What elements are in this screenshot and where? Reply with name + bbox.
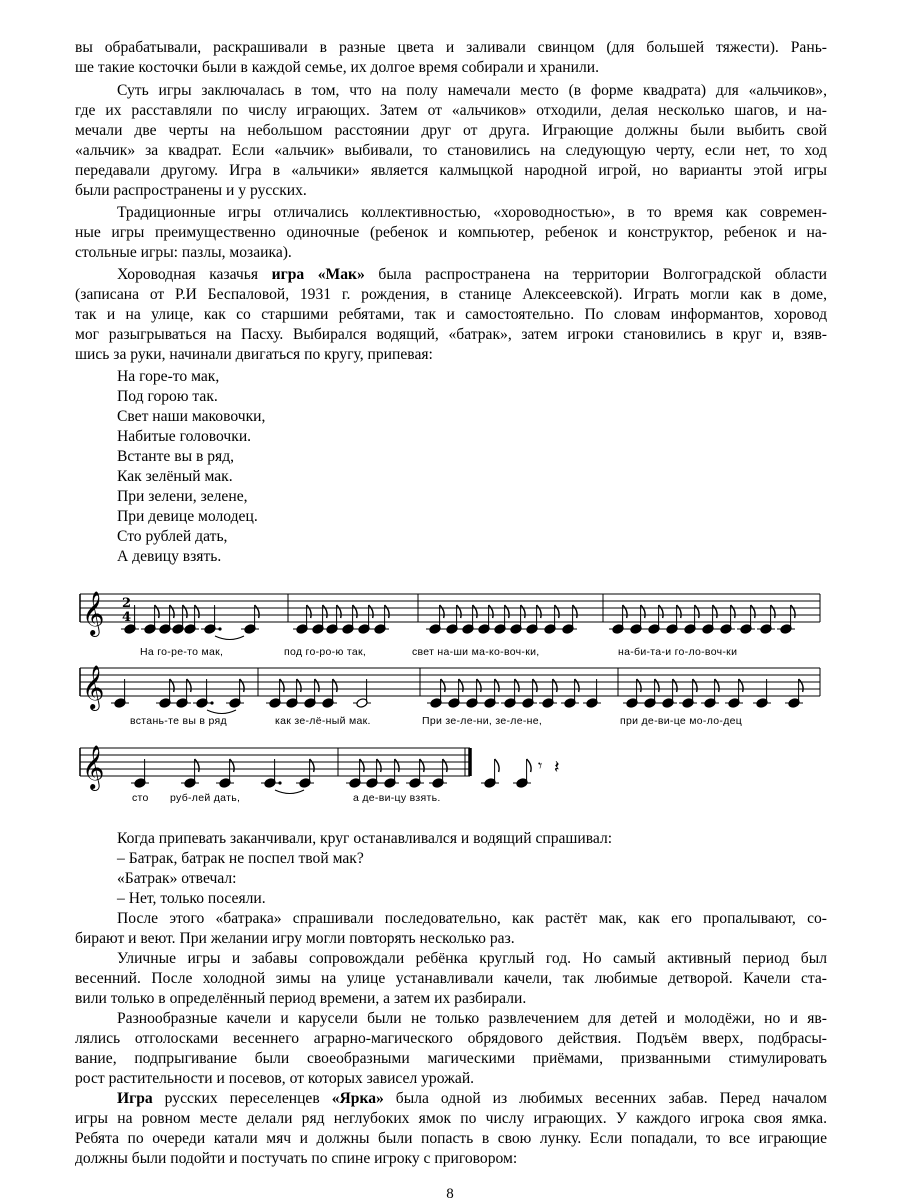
dialogue-line: – Батрак, батрак не поспел твой мак? — [117, 850, 364, 867]
verse-line: Сто рублей дать, — [117, 528, 228, 545]
note-flag — [715, 679, 720, 692]
note-flag — [533, 679, 538, 692]
note-flag — [537, 605, 542, 618]
tie-arc — [207, 710, 236, 714]
note-flag — [170, 679, 175, 692]
verse-line: При девице молодец. — [117, 508, 258, 525]
lyrics-text: сто — [132, 792, 149, 804]
game-title-mak: игра «Мак» — [271, 266, 365, 283]
note-flag — [443, 759, 448, 772]
note-flag — [505, 605, 510, 618]
text-run-bold: Игра — [117, 1090, 153, 1107]
note-flag — [183, 605, 188, 618]
note-flag — [695, 605, 700, 618]
song-verse — [117, 367, 265, 567]
text-line: мечали две черты на небольшом расстоянии друг от друга. Играющие должны были выбить свой — [75, 122, 827, 139]
text-line: «альчик» за квадрат. Если «альчик» выбивали, то становились на следующую черту, если нет, то ход — [75, 142, 827, 159]
text-line: После этого «батрака» спрашивали последовательно, как растёт мак, как его пропалывают, со- — [117, 910, 827, 927]
note-flag — [677, 605, 682, 618]
text-line: шись за руки, начинали двигаться по кругу, припевая: — [75, 346, 433, 363]
note-flag — [473, 605, 478, 618]
text-line: где их расставляли по числу играющих. Затем от «альчиков» отходили, делая несколько шагов, и на- — [75, 102, 827, 119]
note-flag — [459, 679, 464, 692]
lyrics-text: при де-ви-це мо-ло-дец — [620, 715, 743, 727]
tie-arc — [275, 790, 304, 794]
note-flag — [495, 679, 500, 692]
treble-clef-icon: 𝄞 — [82, 665, 105, 709]
lyrics-text: свет на-ши ма-ко-воч-ки, — [412, 646, 540, 658]
text-line: передавали другому. Игра в «альчики» является калмыцкой народной игрой, но варианты этой игры — [75, 162, 827, 179]
note-dot — [278, 781, 281, 784]
text-line: Разнообразные качели и карусели были не только развлечением для детей и молодёжи, но и яв- — [117, 1010, 827, 1027]
game-title-yarka: «Ярка» — [331, 1090, 384, 1107]
note-flag — [255, 605, 260, 618]
verse-line: Свет наши маковочки, — [117, 408, 266, 425]
time-signature-bottom: 4 — [122, 610, 132, 625]
note-flag — [751, 605, 756, 618]
page-number: 8 — [446, 1186, 454, 1202]
note-flag — [489, 605, 494, 618]
note-flag — [457, 605, 462, 618]
note-flag — [641, 605, 646, 618]
text-line: Ребята по очереди катали мяч и должны были попасть в свою лунку. Если попадали, то все играющие — [75, 1130, 827, 1147]
text-line: лялись отголосками весеннего аграрно-магического обрядового действия. Подъём вверх, подбрасы- — [75, 1030, 827, 1047]
paragraph-3 — [75, 203, 827, 263]
note-flag — [553, 679, 558, 692]
paragraph-7 — [75, 1009, 827, 1089]
note-flag — [377, 759, 382, 772]
text-run: была распространена на территории Волгоградской области — [364, 266, 827, 283]
text-line: рост растительности и посевов, от которых зависел урожай. — [75, 1070, 475, 1087]
note-flag — [441, 679, 446, 692]
note-flag — [771, 605, 776, 618]
note-flag — [659, 605, 664, 618]
note-flag — [799, 679, 804, 692]
paragraph-5 — [75, 909, 827, 949]
text-line: Уличные игры и забавы сопровождали ребёнка круглый год. Но самый активный период был — [117, 950, 827, 967]
note-flag — [521, 605, 526, 618]
verse-line: Набитые головочки. — [117, 428, 252, 445]
text-line: Суть игры заключалась в том, что на полу намечали место (в форме квадрата) для «альчиков», — [117, 82, 827, 99]
note-flag — [360, 759, 365, 772]
note-flag — [195, 759, 200, 772]
text-line: весенний. После холодной зимы на улице устанавливали качели, так любимые детворой. Качели ста- — [75, 970, 827, 987]
note-flag — [731, 605, 736, 618]
lyrics-text: под го-ро-ю так, — [284, 646, 367, 658]
lyrics-text: На го-ре-то мак, — [140, 646, 224, 658]
text-line: стольные игры: пазлы, мозаика). — [75, 244, 292, 261]
note-flag — [337, 605, 342, 618]
verse-line: Под горою так. — [117, 388, 218, 405]
text-line: мог разыгрываться на Пасху. Выбирался водящий, «батрак», затем игроки становились в круг и, взяв- — [75, 326, 827, 343]
note-dot — [210, 701, 213, 704]
note-flag — [187, 679, 192, 692]
text-line: игры на ровном месте делали ряд неглубоких ямок по числу играющих. У каждого игрока своя ямка. — [75, 1110, 827, 1127]
note-flag — [353, 605, 358, 618]
note-flag — [280, 679, 285, 692]
note-flag — [739, 679, 744, 692]
paragraph-8 — [75, 1089, 827, 1169]
note-flag — [230, 759, 235, 772]
note-flag — [240, 679, 245, 692]
note-flag — [477, 679, 482, 692]
note-dot — [218, 627, 221, 630]
text-line: вание, подпрыгивание были своеобразными магическими приёмами, призванными стимулировать — [75, 1050, 827, 1067]
text-line: должны были подойти и постучать по спине игроку с приговором: — [75, 1150, 518, 1167]
text-line: вили только в определённый период времени, а затем их разбирали. — [75, 990, 527, 1007]
note-flag — [623, 605, 628, 618]
note-flag — [713, 605, 718, 618]
paragraph-6 — [75, 949, 827, 1009]
lyrics-text: При зе-ле-ни, зе-ле-не, — [422, 715, 543, 727]
dialogue — [117, 829, 612, 909]
verse-line: При зелени, зелене, — [117, 488, 248, 505]
text-line: так и на улице, как со старшими ребятами, так и самостоятельно. По словам информантов, хоровод — [75, 306, 827, 323]
note-flag — [195, 605, 200, 618]
lyrics-text: руб-лей дать, — [170, 792, 241, 804]
lyrics-text: на-би-та-и го-ло-воч-ки — [618, 646, 738, 658]
verse-line: На горе-то мак, — [117, 368, 220, 385]
eighth-rest-icon: 𝄾 — [538, 756, 543, 775]
text-run: была одной из любимых весенних забав. Перед началом — [383, 1090, 827, 1107]
text-line: вы обрабатывали, раскрашивали в разные цвета и заливали свинцом (для большей тяжести). Рань- — [75, 39, 827, 56]
music-score — [70, 580, 830, 810]
note-flag — [155, 605, 160, 618]
lyrics-text: встань-те вы в ряд — [130, 715, 227, 727]
note-flag — [495, 759, 500, 772]
text-run: русских переселенцев — [152, 1090, 332, 1107]
note-flag — [637, 679, 642, 692]
verse-line: Встанте вы в ряд, — [117, 448, 235, 465]
text-line — [75, 265, 827, 285]
note-flag — [170, 605, 175, 618]
text-line: ные игры преимущественно одиночные (ребенок и компьютер, ребенок и конструктор, ребенок и на- — [75, 224, 827, 241]
note-flag — [307, 605, 312, 618]
note-flag — [297, 679, 302, 692]
time-signature-top: 2 — [122, 596, 132, 611]
music-notation — [70, 580, 830, 810]
note-flag — [369, 605, 374, 618]
note-flag — [323, 605, 328, 618]
text-line: (записана от Р.И Беспаловой, 1931 г. рождения, в станице Алексеевской). Играть могли как в доме, — [75, 286, 827, 303]
paragraph-1 — [75, 38, 827, 78]
paragraph-4 — [75, 265, 827, 365]
note-flag — [575, 679, 580, 692]
note-flag — [440, 605, 445, 618]
note-flag — [693, 679, 698, 692]
note-flag — [573, 605, 578, 618]
note-flag — [791, 605, 796, 618]
text-line: бирают и веют. При желании игру могли повторять несколько раз. — [75, 930, 515, 947]
note-flag — [555, 605, 560, 618]
note-flag — [315, 679, 320, 692]
dialogue-line: – Нет, только посеяли. — [117, 890, 266, 907]
verse-line: Как зелёный мак. — [117, 468, 233, 485]
note-flag — [673, 679, 678, 692]
note-flag — [655, 679, 660, 692]
note-flag — [515, 679, 520, 692]
note-flag — [395, 759, 400, 772]
note-flag — [385, 605, 390, 618]
treble-clef-icon: 𝄞 — [82, 591, 105, 635]
verse-line: А девицу взять. — [117, 548, 222, 565]
note-flag — [333, 679, 338, 692]
text-line — [75, 1089, 827, 1109]
text-run: Хороводная казачья — [117, 266, 272, 283]
lyrics-text: а де-ви-цу взять. — [353, 792, 441, 804]
dialogue-line: «Батрак» отвечал: — [117, 870, 237, 887]
paragraph-2 — [75, 81, 827, 201]
treble-clef-icon: 𝄞 — [82, 745, 105, 789]
note-flag — [310, 759, 315, 772]
tie-arc — [215, 636, 244, 640]
lyrics-text: как зе-лё-ный мак. — [275, 715, 371, 727]
text-line: были распространены и у русских. — [75, 182, 307, 199]
text-line: ше такие косточки были в каждой семье, их долгое время собирали и хранили. — [75, 59, 600, 76]
note-flag — [420, 759, 425, 772]
text-line: Традиционные игры отличались коллективностью, «хороводностью», в то время как современ- — [117, 204, 827, 221]
dialogue-line: Когда припевать заканчивали, круг останавливался и водящий спрашивал: — [117, 830, 613, 847]
note-flag — [527, 759, 532, 772]
quarter-rest-icon: 𝄽 — [554, 757, 560, 778]
